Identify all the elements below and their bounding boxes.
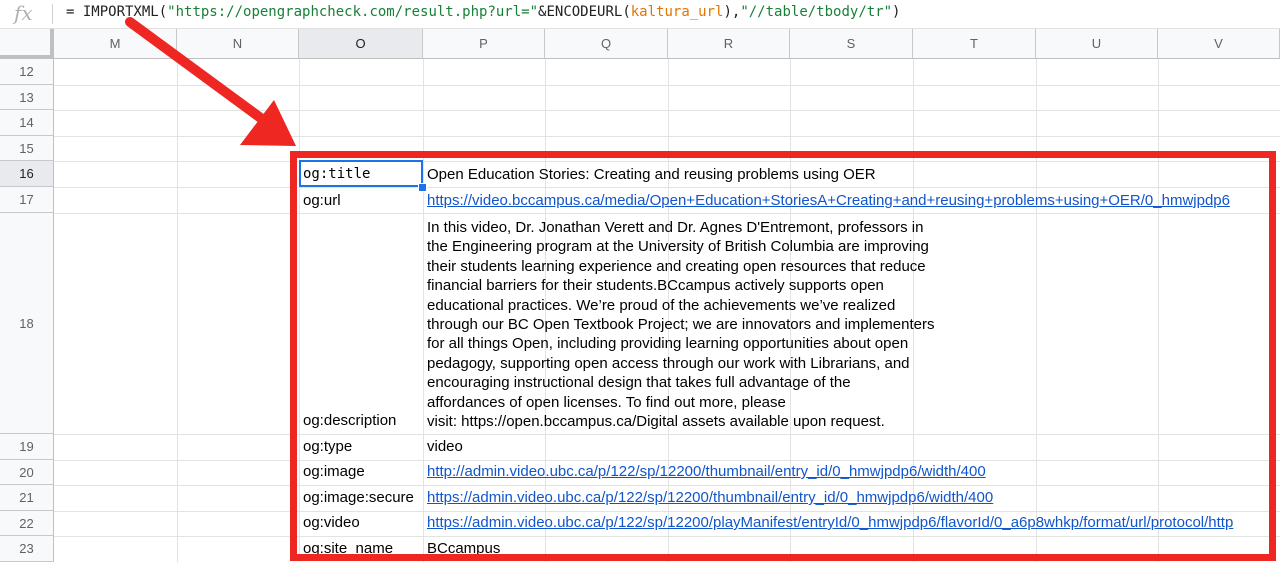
column-header-q[interactable]: Q (545, 29, 668, 59)
row-header-23[interactable]: 23 (0, 536, 54, 562)
annotation-arrow-line (130, 22, 262, 119)
cell-og-description-value[interactable]: In this video, Dr. Jonathan Verett and Dr. Agnes D'Entremont, professors in the Engineering program at the University of British Columbia are improving their students learning experience and creating open resources that reduce financial barriers for their students.BCcampus actively supports open educational practices. We’re proud of the achievements we’ve realized through our BC Open Textbook Project; we are innovators and implementers for all things Open, including providing learning opportunities about open pedagogy, supporting open access through our work with Librarians, and encouraging instructional design that takes full advantage of the affordances of open licenses. To find out more, please visit: https://open.bccampus.ca/Digital assets available upon request. (427, 219, 935, 431)
cell-og-description-key[interactable]: og:description (303, 412, 397, 429)
row-header-21[interactable]: 21 (0, 485, 54, 511)
cell-og-image-secure-key[interactable]: og:image:secure (303, 489, 414, 506)
cell-og-site-name-value[interactable]: BCcampus (427, 540, 501, 557)
column-header-s[interactable]: S (790, 29, 913, 59)
cell-og-image-link[interactable]: http://admin.video.ubc.ca/p/122/sp/12200/thumbnail/entry_id/0_hmwjpdp6/width/400 (427, 463, 986, 480)
row-header-19[interactable]: 19 (0, 434, 54, 460)
column-header-v[interactable]: V (1158, 29, 1280, 59)
row-header-18[interactable]: 18 (0, 213, 54, 434)
column-header-p[interactable]: P (423, 29, 545, 59)
fx-icon: fx (14, 1, 33, 25)
formula-url-string: "https://opengraphcheck.com/result.php?url=" (167, 4, 539, 20)
row-header-20[interactable]: 20 (0, 460, 54, 485)
cell-og-site-name-key[interactable]: og:site_name (303, 540, 394, 557)
column-header-u[interactable]: U (1036, 29, 1158, 59)
formula-concat: &ENCODEURL( (538, 4, 631, 20)
formula-mid: ), (723, 4, 741, 20)
cell-og-type-value[interactable]: video (427, 438, 463, 455)
cell-og-title-value[interactable]: Open Education Stories: Creating and reusing problems using OER (427, 166, 876, 183)
row-header-17[interactable]: 17 (0, 187, 54, 213)
cell-og-image-secure-link[interactable]: https://admin.video.ubc.ca/p/122/sp/12200/thumbnail/entry_id/0_hmwjpdp6/width/400 (427, 489, 994, 506)
formula-prefix: = IMPORTXML( (66, 4, 168, 20)
row-header-22[interactable]: 22 (0, 511, 54, 536)
column-header-r[interactable]: R (668, 29, 790, 59)
row-header-15[interactable]: 15 (0, 136, 54, 161)
column-header-o[interactable]: O (299, 29, 423, 59)
column-header-t[interactable]: T (913, 29, 1036, 59)
row-header-14[interactable]: 14 (0, 110, 54, 136)
row-header-12[interactable]: 12 (0, 59, 54, 85)
formula-range-ref: kaltura_url (630, 4, 724, 20)
cell-og-type-key[interactable]: og:type (303, 438, 353, 455)
cell-og-url-key[interactable]: og:url (303, 192, 341, 209)
formula-suffix: ) (892, 4, 901, 20)
cell-og-url-link[interactable]: https://video.bccampus.ca/media/Open+Education+StoriesA+Creating+and+reusing+problems+using+OER/0_hmwjpdp6 (427, 192, 1230, 209)
column-header-m[interactable]: M (54, 29, 177, 59)
row-header-16[interactable]: 16 (0, 161, 54, 187)
formula-xpath-string: "//table/tbody/tr" (740, 4, 893, 20)
cell-og-title-key[interactable]: og:title (303, 166, 371, 182)
cell-og-video-link[interactable]: https://admin.video.ubc.ca/p/122/sp/12200/playManifest/entryId/0_hmwjpdp6/flavorId/0_a6p8whkp/format/url/protocol/http (427, 514, 1234, 531)
column-header-n[interactable]: N (177, 29, 299, 59)
row-header-13[interactable]: 13 (0, 85, 54, 110)
cell-og-image-key[interactable]: og:image (303, 463, 365, 480)
cell-og-video-key[interactable]: og:video (303, 514, 360, 531)
